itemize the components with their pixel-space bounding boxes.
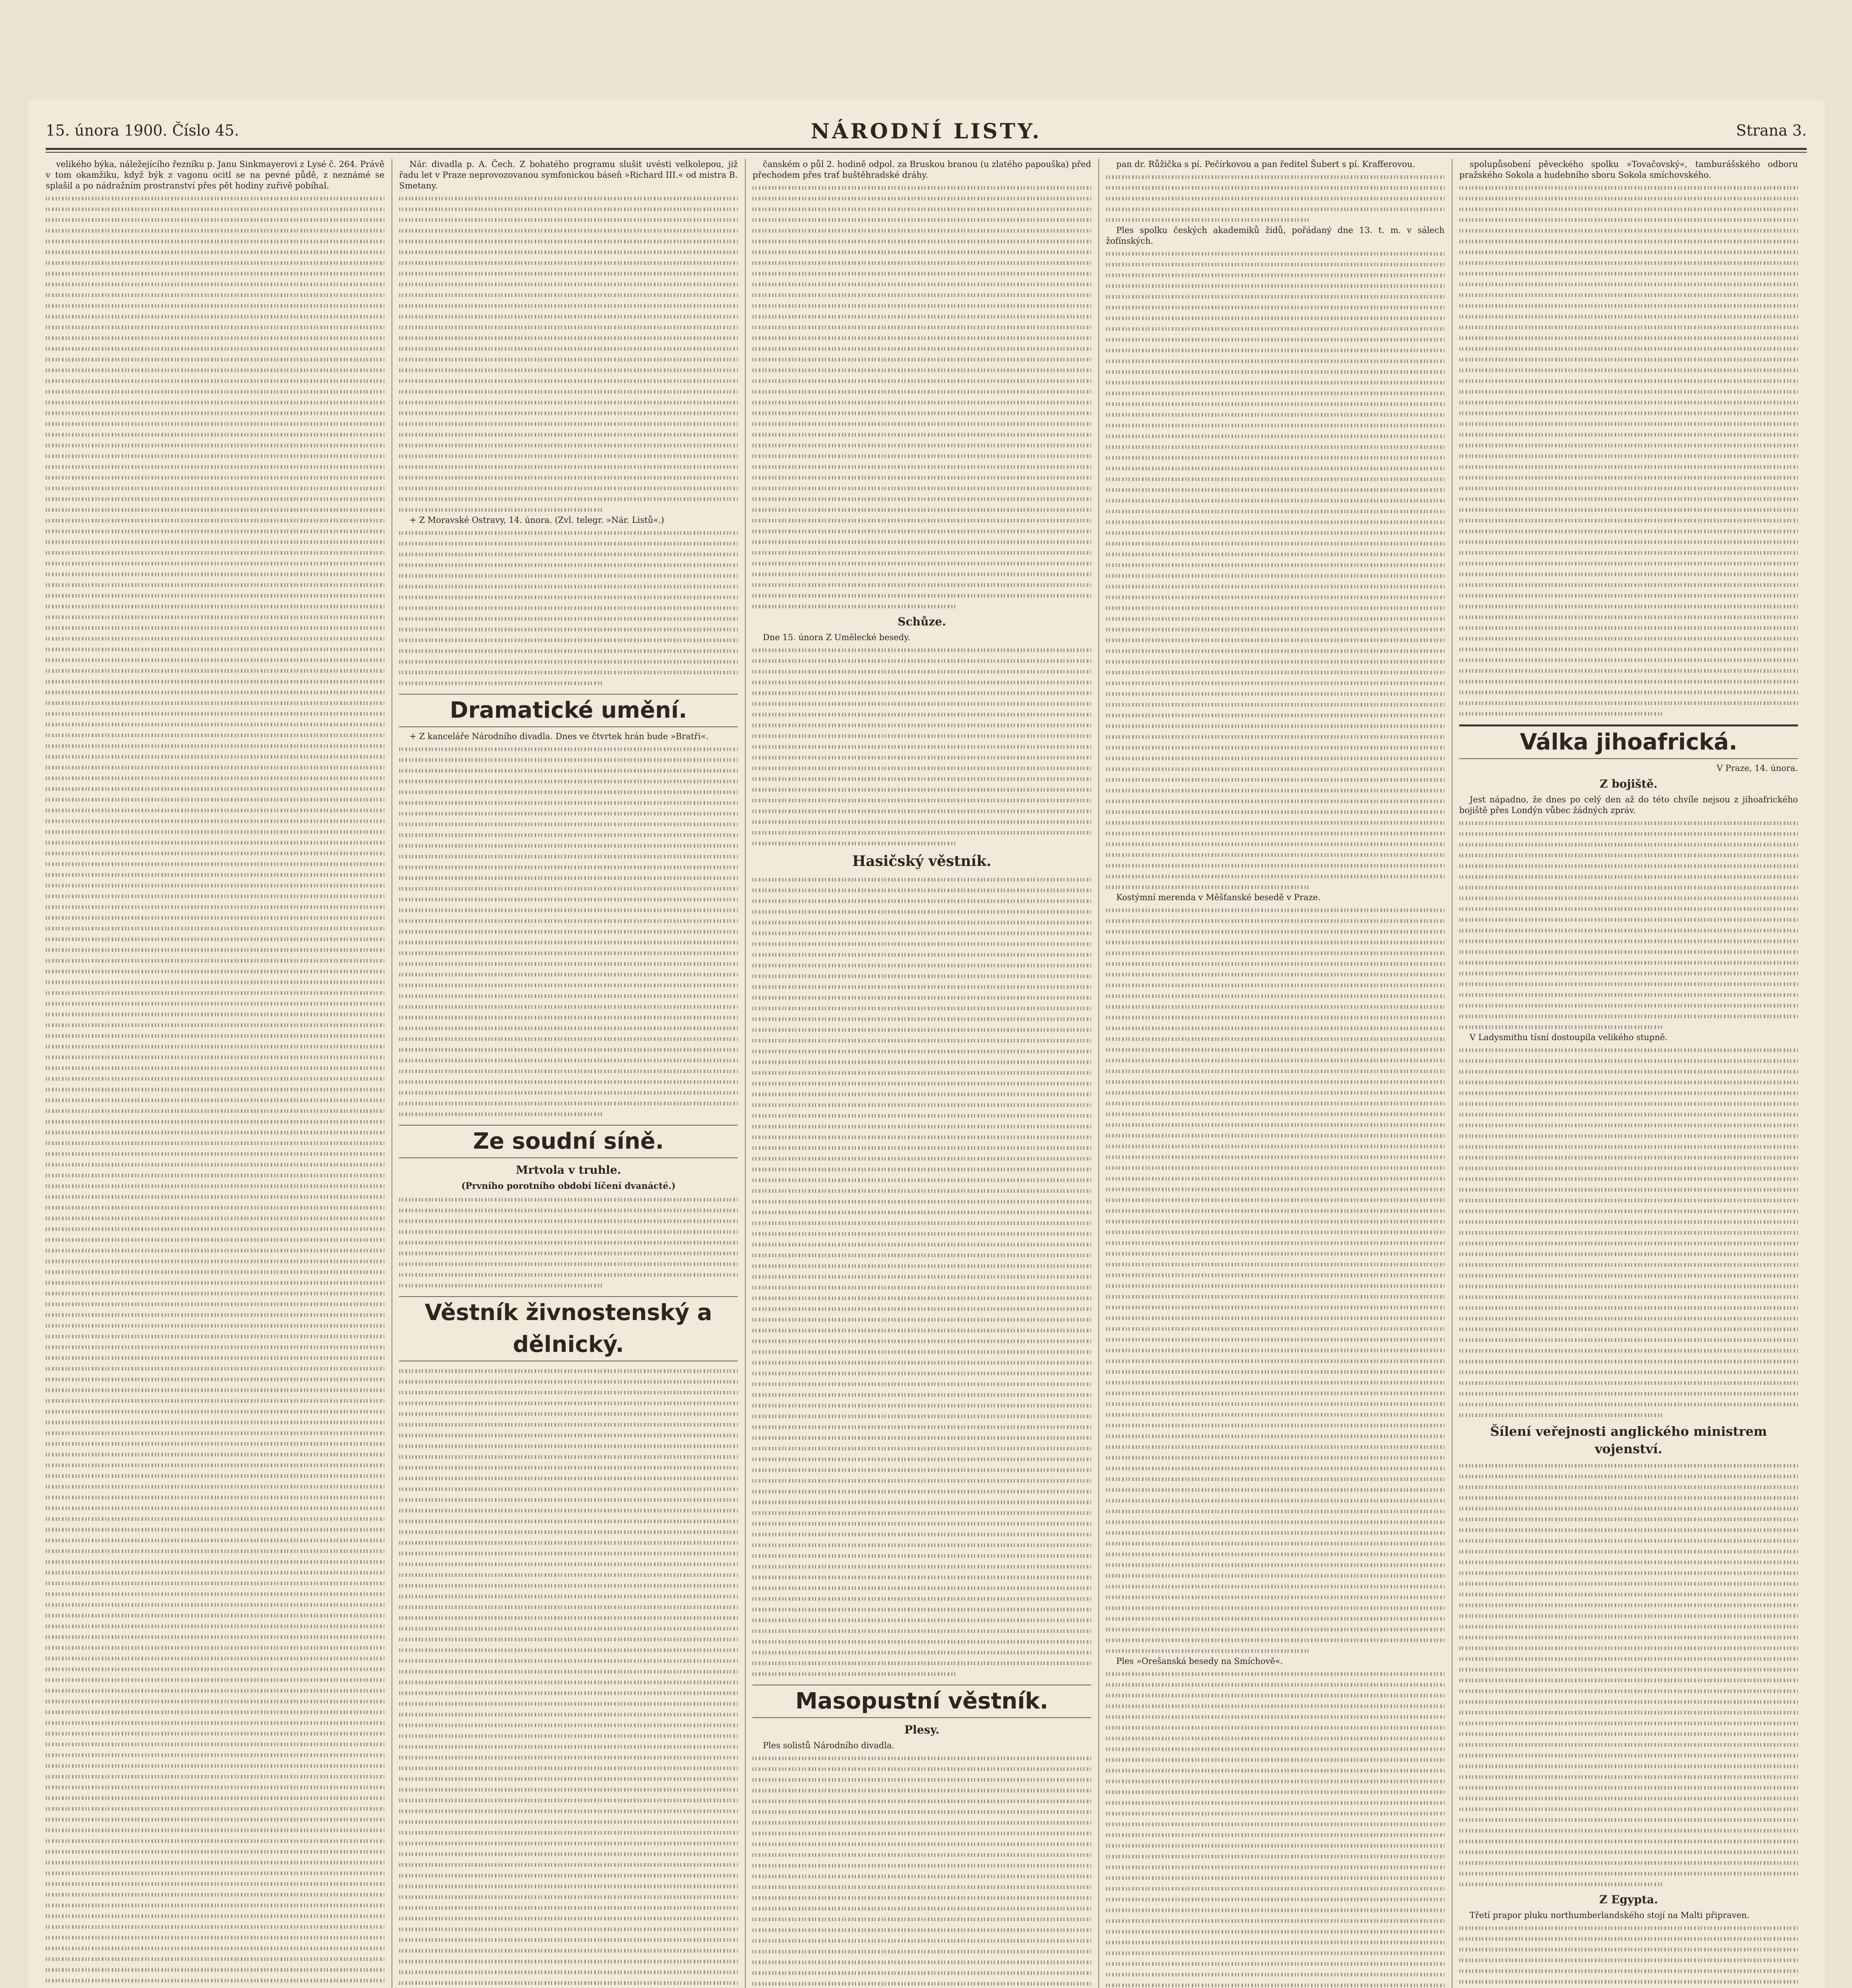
text-block <box>752 1753 1091 1988</box>
column-5 <box>1459 159 1798 1988</box>
text-block <box>1459 1044 1798 1420</box>
page-number: Strana 3. <box>1736 122 1807 139</box>
article-text: + Z kanceláře Národního divadla. Dnes ve čtvrtek hrán bude »Bratři«. <box>409 732 709 741</box>
section-heading: Věstník živnostenský a dělnický. <box>399 1296 738 1361</box>
header-rule-thin <box>46 152 1807 153</box>
section-heading: Válka jihoafrická. <box>1459 724 1798 759</box>
text-block <box>752 645 1091 848</box>
text-block <box>46 193 384 1988</box>
column-divider <box>1098 159 1099 1988</box>
article-text: Ples »Orešanská besedy na Smíchově«. <box>1116 1656 1283 1666</box>
text-block <box>752 182 1091 612</box>
article-text: velikého býka, náležejícího řezníku p. Janu Sinkmayerovi z Lysé č. 264. Právě v tom okamžiku, když býk z vagonu ocitl se na pevné půdě, z neznámé se splašil a po nádražním prostranství přes pět hodiny zuřivě pobíhal. <box>46 159 384 190</box>
article-text: čanském o půl 2. hodině odpol. za Bruskou branou (u zlatého papouška) před přechodem přes trať buštěhradské dráhy. <box>752 159 1091 180</box>
section-heading: Masopustní věstník. <box>752 1685 1091 1718</box>
dateline: V Praze, 14. února. <box>1716 763 1798 773</box>
text-block <box>1459 182 1798 719</box>
subheading: (Prvního porotního období líčení dvanácté.) <box>461 1181 676 1191</box>
article-text: spolupůsobení pěveckého spolku »Tovačovský«, tamburášského odboru pražského Sokola a hudebního sboru Sokola smíchovského. <box>1459 159 1798 180</box>
subheading: Z Egypta. <box>1599 1893 1658 1906</box>
article-text: Kostýmní merenda v Měšťanské besedě v Praze. <box>1116 893 1321 902</box>
article-text: Nár. divadla p. A. Čech. Z bohatého programu slušit uvésti velkolepou, již řadu let v Praze neprovozovanou symfonickou báseň »Richard III.« od mistra B. Smetany. <box>399 159 738 190</box>
text-block <box>1459 1460 1798 1889</box>
subheading: Z bojiště. <box>1600 777 1658 790</box>
article-text: Dne 15. února Z Umělecké besedy. <box>763 633 910 642</box>
page-header <box>46 119 1807 144</box>
column-4 <box>1106 159 1445 1988</box>
text-block <box>1106 1668 1445 1988</box>
section-heading: Dramatické umění. <box>399 694 738 727</box>
article-text: V Ladysmithu tísní dostoupila velikého stupně. <box>1470 1033 1668 1042</box>
text-block <box>1106 171 1445 225</box>
column-1 <box>46 159 384 1988</box>
text-block <box>399 1194 738 1291</box>
text-block <box>1459 1922 1798 1988</box>
column-2 <box>399 159 738 1988</box>
text-block <box>1106 905 1445 1656</box>
article-text: Třetí prapor pluku northumberlandského stojí na Malti připraven. <box>1470 1910 1749 1920</box>
column-3 <box>752 159 1091 1988</box>
subheading: Plesy. <box>904 1723 940 1736</box>
subheading: Mrtvola v truhle. <box>516 1163 621 1176</box>
text-block <box>399 193 738 515</box>
article-text: Ples solistů Národního divadla. <box>763 1741 894 1750</box>
subheading: Šílení veřejnosti anglického ministrem vojenství. <box>1490 1424 1767 1456</box>
article-text: + Z Moravské Ostravy, 14. února. (Zvl. telegr. »Nár. Listů«.) <box>409 515 664 525</box>
text-block <box>752 874 1091 1679</box>
article-text: pan dr. Růžička s pí. Pečírkovou a pan ředitel Šubert s pí. Krafferovou. <box>1116 159 1415 169</box>
article-text: Jest nápadno, že dnes po celý den až do této chvíle nejsou z jihoafrického bojiště přes Londýn vůbec žádných zpráv. <box>1459 795 1798 815</box>
text-block <box>1459 817 1798 1032</box>
column-divider <box>745 159 746 1988</box>
text-block <box>399 1365 738 1988</box>
issue-date: 15. února 1900. Číslo 45. <box>46 122 239 139</box>
column-divider <box>1452 159 1453 1988</box>
text-block <box>399 527 738 688</box>
subheading: Schůze. <box>898 615 946 628</box>
section-heading: Ze soudní síně. <box>399 1125 738 1158</box>
text-block <box>1106 248 1445 892</box>
subheading: Hasičský věstník. <box>852 853 991 870</box>
masthead-title: NÁRODNÍ LISTY. <box>811 119 1042 144</box>
header-rule <box>46 148 1807 150</box>
article-text: Ples spolku českých akademiků židů, pořádaný dne 13. t. m. v sálech žofínských. <box>1106 225 1445 246</box>
text-block <box>399 744 738 1119</box>
